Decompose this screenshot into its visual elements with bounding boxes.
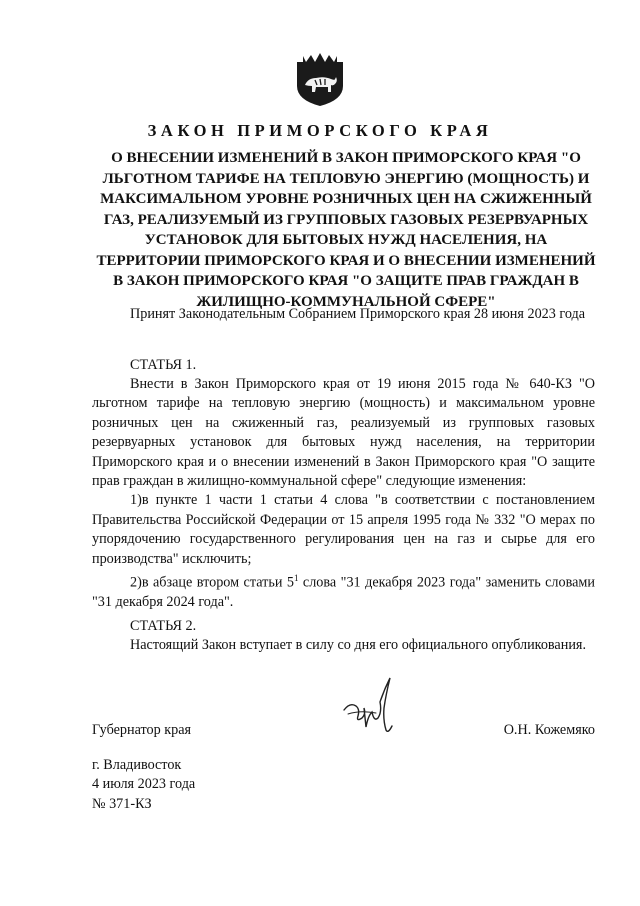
governor-title: Губернатор края [92, 722, 192, 738]
article-2-text: Настоящий Закон вступает в силу со дня его официального опубликования. [130, 637, 586, 653]
law-subtitle: О ВНЕСЕНИИ ИЗМЕНЕНИЙ В ЗАКОН ПРИМОРСКОГО КРАЯ "О ЛЬГОТНОМ ТАРИФЕ НА ТЕПЛОВУЮ ЭНЕРГИЮ (МОЩНОСТЬ) И МАКСИМАЛЬНОМ УРОВНЕ РОЗНИЧНЫХ ЦЕН НА СЖИЖЕННЫЙ ГАЗ, РЕАЛИЗУЕМЫЙ ИЗ ГРУППОВЫХ ГАЗОВЫХ РЕЗЕРВУАРНЫХ УСТАНОВОК ДЛЯ БЫТОВЫХ НУЖД НАСЕЛЕНИЯ, НА ТЕРРИТОРИИ ПРИМОРСКОГО КРАЯ И О ВНЕСЕНИИ ИЗМЕНЕНИЙ В ЗАКОН ПРИМОРСКОГО КРАЯ "О ЗАЩИТЕ ПРАВ ГРАЖДАН В ЖИЛИЩНО-КОММУНАЛЬНОЙ СФЕРЕ" [96, 150, 596, 310]
law-number: № 371-КЗ [92, 795, 152, 812]
article-2-body [92, 636, 595, 655]
article-1-body [92, 375, 595, 613]
primorsky-krai-coat-of-arms-icon [291, 52, 349, 108]
article-1-item-2-superscript: 1 [293, 573, 299, 584]
article-2-heading-block [92, 617, 595, 636]
adoption-statement [92, 305, 595, 324]
article-1-heading: СТАТЬЯ 1. [130, 357, 197, 373]
article-1-item-1: 1)в пункте 1 части 1 статьи 4 слова "в соответствии с постановлением Правительства Российской Федерации от 15 апреля 1995 года № 332 "О мерах по упорядочению государственного регулирования цен на газ и сырье для его производства" исключить; [92, 492, 595, 567]
adoption-text: Принят Законодательным Собранием Приморского края 28 июня 2023 года [130, 306, 586, 322]
article-2-heading: СТАТЬЯ 2. [130, 618, 197, 634]
article-1-item-2-end: слова "31 декабря 2023 года" заменить словами "31 декабря 2024 года". [92, 574, 595, 611]
law-title: ЗАКОН ПРИМОРСКОГО КРАЯ [147, 121, 493, 140]
city: г. Владивосток [92, 757, 182, 773]
article-1-heading-block [92, 356, 595, 375]
article-1-item-2-start: 2)в абзаце втором статьи 5 [130, 574, 294, 591]
governor-name: О.Н. Кожемяко [503, 722, 595, 738]
article-1-intro: Внести в Закон Приморского края от 19 июня 2015 года № 640-КЗ "О льготном тарифе на тепловую энергию (мощность) и максимальном уровне розничных цен на сжиженный газ, реализуемый из групповых газовых резервуарных установок для бытовых нужд населения, на территории Приморского края и о внесении изменений в Закон Приморского края "О защите прав граждан в жилищно-коммунальной сфере" следующие изменения: [92, 376, 595, 490]
article-1-item-2 [92, 569, 595, 613]
signature-row [92, 722, 595, 742]
publication-details [92, 756, 195, 814]
signing-date: 4 июля 2023 года [92, 776, 196, 793]
